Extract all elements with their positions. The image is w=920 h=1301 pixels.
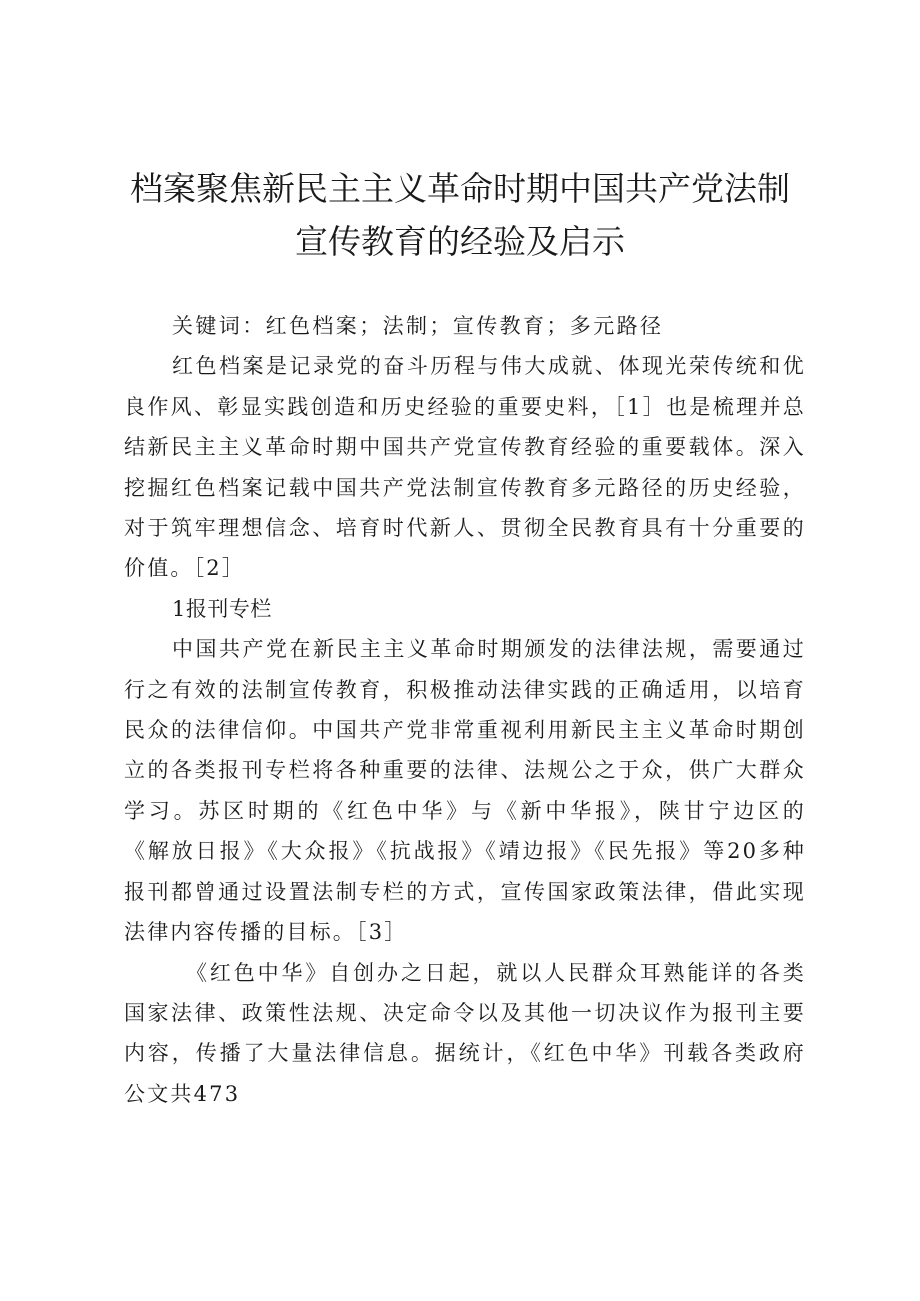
title-line-1: 档案聚焦新民主主义革命时期中国共产党法制: [130, 169, 790, 208]
paragraph-red-china: 《红色中华》自创办之日起，就以人民群众耳熟能详的各类国家法律、政策性法规、决定命令以及其他一切决议作为报刊主要内容，传播了大量法律信息。据统计，《红色中华》刊载各类政府公文共473: [124, 960, 806, 1106]
paragraph-newspaper-columns: 中国共产党在新民主主义革命时期颁发的法律法规，需要通过行之有效的法制宣传教育，积极推动法律实践的正确适用，以培育民众的法律信仰。中国共产党非常重视利用新民主主义革命时期创立的各类报刊专栏将各种重要的法律、法规公之于众，供广大群众学习。苏区时期的《红色中华》与《新中华报》，陕甘宁边区的《解放日报》《大众报》《抗战报》《靖边报》《民先报》等20多种报刊都曾通过设置法制专栏的方式，宣传国家政策法律，借此实现法律内容传播的目标。［3］: [124, 637, 806, 945]
keywords-line: 关键词：红色档案；法制；宣传教育；多元路径: [172, 314, 664, 338]
title-line-2: 宣传教育的经验及启示: [295, 222, 625, 261]
section-heading-1: 1报刊专栏: [172, 596, 272, 621]
document-title: [110, 162, 810, 268]
paragraph-intro: 红色档案是记录党的奋斗历程与伟大成就、体现光荣传统和优良作风、彰显实践创造和历史经验的重要史料，［1］也是梳理并总结新民主主义革命时期中国共产党宣传教育经验的重要载体。深入挖掘红色档案记载中国共产党法制宣传教育多元路径的历史经验，对于筑牢理想信念、培育时代新人、贯彻全民教育具有十分重要的价值。［2］: [124, 354, 806, 581]
document-body: [124, 306, 806, 1114]
